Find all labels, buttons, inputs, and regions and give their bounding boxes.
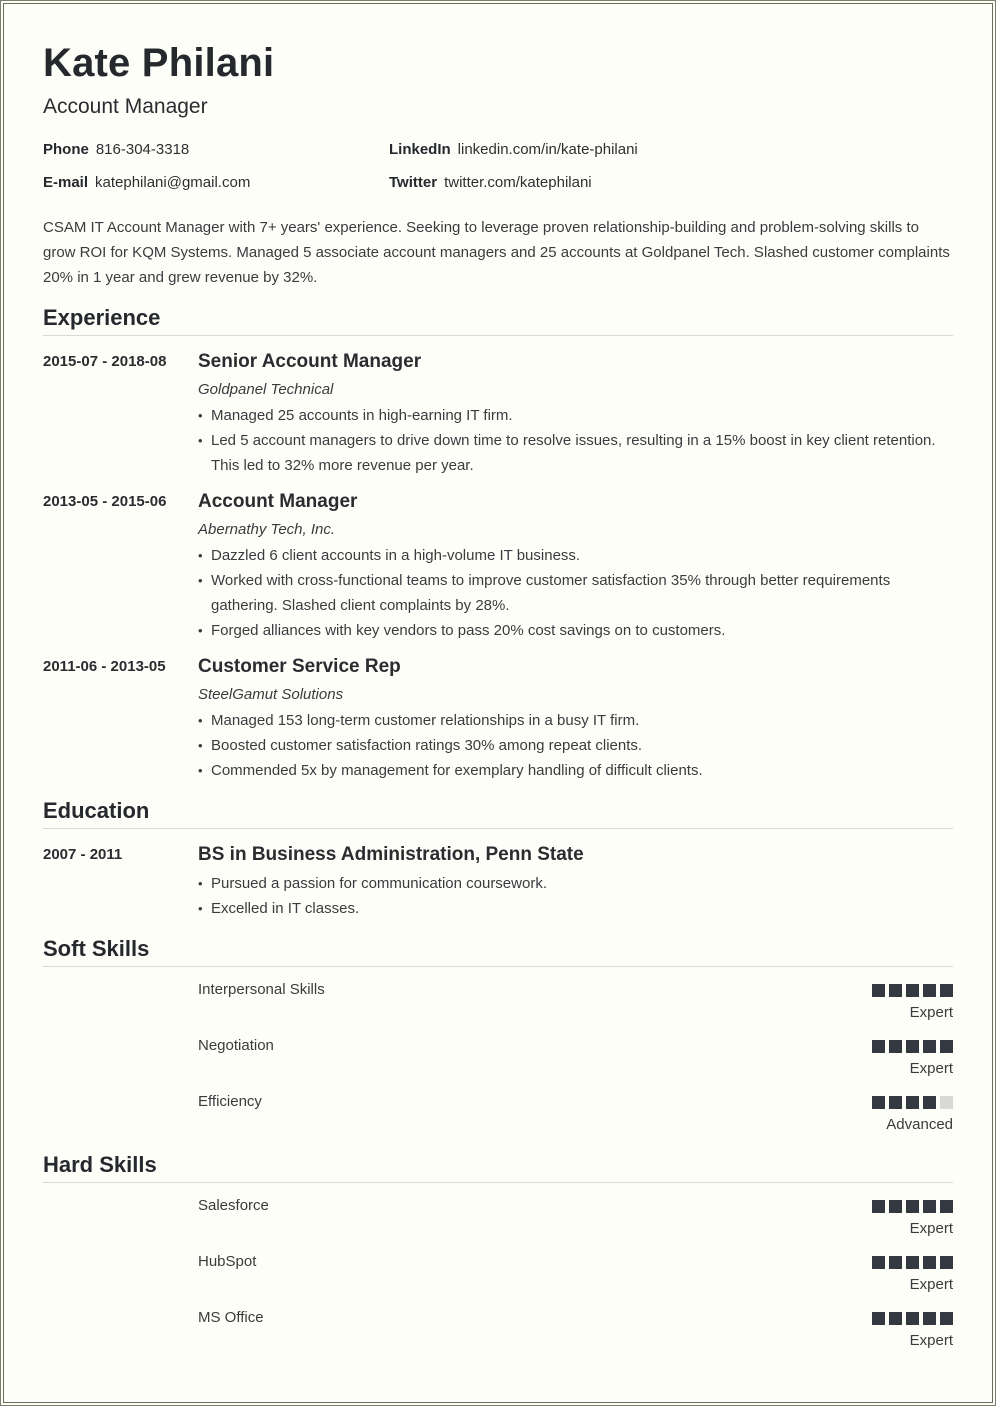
education-bullets [198, 871, 953, 921]
profile-summary: CSAM IT Account Manager with 7+ years' experience. Seeking to leverage proven relationship-building and problem-solving skills to grow ROI for KQM Systems. Managed 5 associate account managers and 25 accounts at Goldpanel Tech. Slashed customer complaints 20% in 1 year and grew revenue by 32%. [43, 219, 950, 286]
rating-square-filled [940, 1256, 953, 1269]
skill-row [43, 1037, 953, 1087]
contact-twitter-label: Twitter [389, 174, 438, 191]
contact-email [43, 173, 250, 193]
experience-company: Goldpanel Technical [198, 381, 334, 398]
rating-square-filled [906, 1200, 919, 1213]
education-dates: 2007 - 2011 [43, 846, 123, 863]
rating-square-filled [889, 1312, 902, 1325]
rating-square-filled [872, 1040, 885, 1053]
skill-name: Interpersonal Skills [198, 981, 325, 998]
experience-company: SteelGamut Solutions [198, 686, 344, 703]
rating-square-filled [872, 1256, 885, 1269]
skill-row [43, 1197, 953, 1247]
rating-square-filled [923, 1200, 936, 1213]
rating-square-filled [872, 984, 885, 997]
contact-phone-value: 816-304-3318 [95, 141, 190, 158]
rating-square-filled [889, 1096, 902, 1109]
skill-rating [872, 1200, 953, 1213]
contact-linkedin-value[interactable]: linkedin.com/in/kate-philani [457, 141, 638, 158]
bullet-item: • Boosted customer satisfaction ratings 30% among repeat clients. [198, 733, 953, 758]
skill-rating [872, 1256, 953, 1269]
rating-square-filled [940, 1312, 953, 1325]
bullet-item: • Led 5 account managers to drive down time to resolve issues, resulting in a 15% boost in key client retention. This led to 32% more revenue per year. [198, 428, 953, 478]
skill-rating [872, 1040, 953, 1053]
contact-phone [43, 140, 189, 160]
contact-twitter-value[interactable]: twitter.com/katephilani [444, 174, 592, 191]
rating-square-filled [872, 1312, 885, 1325]
experience-role: Senior Account Manager [198, 351, 422, 372]
skill-row [43, 1253, 953, 1303]
rating-square-filled [923, 984, 936, 997]
rating-square-filled [889, 1200, 902, 1213]
skill-rating [872, 984, 953, 997]
education-degree: BS in Business Administration, Penn State [198, 844, 584, 865]
rating-square-filled [906, 1256, 919, 1269]
skill-rating [872, 1312, 953, 1325]
skill-name: Negotiation [198, 1037, 274, 1054]
bullet-item: • Commended 5x by management for exemplary handling of difficult clients. [198, 758, 953, 783]
skill-row [43, 1093, 953, 1143]
skill-rating [872, 1096, 953, 1109]
page-frame-inner [3, 3, 993, 1403]
contact-twitter [389, 173, 592, 193]
rating-square-filled [940, 1040, 953, 1053]
section-heading-education: Education [43, 797, 953, 829]
rating-square-filled [923, 1312, 936, 1325]
rating-square-filled [906, 984, 919, 997]
contact-email-value[interactable]: katephilani@gmail.com [95, 174, 251, 191]
rating-square-filled [889, 984, 902, 997]
contact-linkedin [389, 140, 638, 160]
skill-name: Efficiency [198, 1093, 262, 1110]
experience-role: Account Manager [198, 491, 358, 512]
experience-bullets [198, 543, 953, 643]
experience-role: Customer Service Rep [198, 656, 401, 677]
section-heading-hard-skills: Hard Skills [43, 1151, 953, 1183]
rating-square-filled [889, 1256, 902, 1269]
bullet-item: • Forged alliances with key vendors to pass 20% cost savings on to customers. [198, 618, 953, 643]
experience-dates: 2015-07 - 2018-08 [43, 353, 167, 370]
rating-square-filled [923, 1096, 936, 1109]
bullet-item: • Pursued a passion for communication coursework. [198, 871, 953, 896]
skill-level: Expert [909, 1276, 953, 1293]
experience-dates: 2013-05 - 2015-06 [43, 493, 167, 510]
rating-square-filled [906, 1312, 919, 1325]
rating-square-filled [872, 1096, 885, 1109]
bullet-item: • Worked with cross-functional teams to improve customer satisfaction 35% through better requirements gathering. Slashed client complaints by 28%. [198, 568, 953, 618]
experience-bullets [198, 708, 953, 783]
contact-phone-label: Phone [43, 141, 89, 158]
candidate-title: Account Manager [43, 95, 208, 118]
skill-level: Expert [909, 1332, 953, 1349]
skill-level: Expert [909, 1004, 953, 1021]
rating-square-filled [923, 1256, 936, 1269]
rating-square-filled [940, 984, 953, 997]
candidate-name: Kate Philani [43, 41, 275, 85]
section-heading-soft-skills: Soft Skills [43, 935, 953, 967]
skill-row [43, 981, 953, 1031]
rating-square-filled [906, 1040, 919, 1053]
rating-square-filled [940, 1200, 953, 1213]
skill-level: Expert [909, 1220, 953, 1237]
rating-square-filled [923, 1040, 936, 1053]
section-heading-experience: Experience [43, 304, 953, 336]
skill-name: HubSpot [198, 1253, 257, 1270]
experience-bullets [198, 403, 953, 478]
rating-square-empty [940, 1096, 953, 1109]
skill-row [43, 1309, 953, 1359]
experience-company: Abernathy Tech, Inc. [198, 521, 336, 538]
skill-level: Advanced [886, 1116, 953, 1133]
rating-square-filled [872, 1200, 885, 1213]
skill-level: Expert [909, 1060, 953, 1077]
bullet-item: • Managed 25 accounts in high-earning IT firm. [198, 403, 953, 428]
contact-email-label: E-mail [43, 174, 89, 191]
bullet-item: • Excelled in IT classes. [198, 896, 953, 921]
bullet-item: • Managed 153 long-term customer relationships in a busy IT firm. [198, 708, 953, 733]
experience-dates: 2011-06 - 2013-05 [43, 658, 166, 675]
bullet-item: • Dazzled 6 client accounts in a high-volume IT business. [198, 543, 953, 568]
skill-name: MS Office [198, 1309, 264, 1326]
rating-square-filled [889, 1040, 902, 1053]
rating-square-filled [906, 1096, 919, 1109]
contact-linkedin-label: LinkedIn [389, 141, 451, 158]
skill-name: Salesforce [198, 1197, 269, 1214]
